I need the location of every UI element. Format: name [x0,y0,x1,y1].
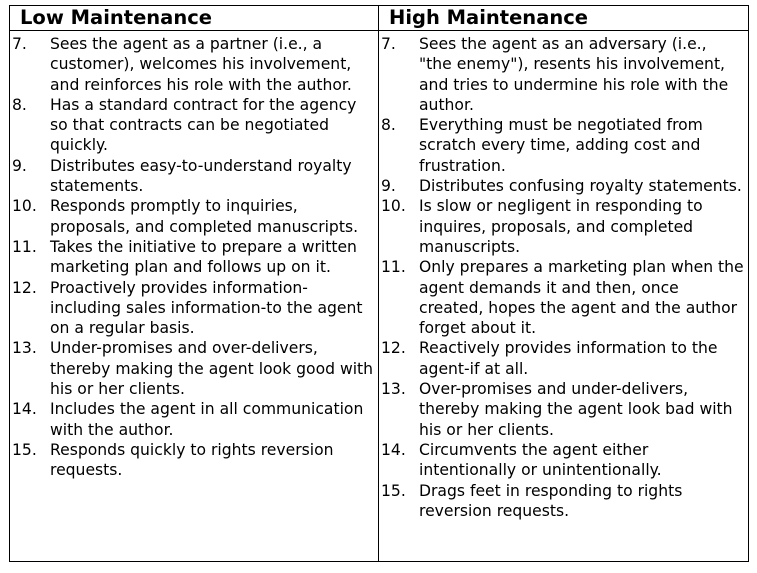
item-number: 13. [12,339,37,358]
item-text: Responds promptly to inquiries, proposals, and completed manuscripts. [50,197,359,236]
list-item [379,115,748,176]
high-maintenance-header: High Maintenance [379,6,749,31]
item-number: 10. [12,197,37,216]
item-number: 7. [381,35,396,53]
item-text: Everything must be negotiated from scratch every time, adding cost and frustration. [419,116,703,175]
list-item [379,379,748,440]
item-number: 12. [12,278,37,297]
item-text: Under-promises and over-delivers, thereby making the agent look good with his or her clients. [50,339,374,399]
item-text: Takes the initiative to prepare a written marketing plan and follows up on it. [50,237,357,277]
list-item [379,257,748,338]
item-number: 7. [12,35,27,53]
item-text: Drags feet in responding to rights reversion requests. [419,481,683,520]
header-row [10,6,749,31]
item-number: 14. [381,440,406,459]
list-item [10,237,378,278]
low-maintenance-header: Low Maintenance [10,6,379,31]
item-text: Circumvents the agent either intentionally or unintentionally. [419,440,662,480]
list-item [379,176,748,196]
low-maintenance-list [10,34,378,481]
item-text: Distributes easy-to-understand royalty statements. [50,156,352,196]
item-number: 15. [12,440,37,459]
list-item [10,399,378,440]
item-number: 11. [381,258,406,277]
item-text: Includes the agent in all communication with the author. [50,400,364,439]
list-item [379,481,748,522]
list-item [10,338,378,399]
item-number: 14. [12,400,37,419]
item-number: 8. [12,95,27,114]
list-item [379,34,748,115]
body-row [10,31,749,562]
item-number: 12. [381,339,406,358]
item-text: Responds quickly to rights reversion requests. [50,440,334,480]
low-maintenance-cell [10,31,379,562]
comparison-table [9,5,749,562]
item-number: 10. [381,197,406,216]
list-item [10,95,378,156]
list-item [379,440,748,481]
item-text: Over-promises and under-delivers, thereby making the agent look bad with his or her clients. [419,380,733,439]
item-text: Distributes confusing royalty statements. [419,177,742,196]
high-maintenance-cell [379,31,749,562]
high-maintenance-list [379,34,748,521]
item-text: Reactively provides information to the agent-if at all. [419,339,718,378]
item-text: Only prepares a marketing plan when the agent demands it and then, once created, hopes the agent and the author forget about it. [419,258,744,338]
list-item [10,278,378,339]
item-number: 15. [381,481,406,500]
list-item [10,34,378,95]
item-number: 9. [381,177,396,196]
item-number: 8. [381,116,396,135]
item-text: Is slow or negligent in responding to inquires, proposals, and completed manuscripts. [419,197,703,256]
list-item [379,196,748,257]
item-text: Proactively provides information-including sales information-to the agent on a regular basis. [50,278,363,338]
item-number: 11. [12,237,37,256]
item-number: 13. [381,380,406,399]
list-item [10,196,378,237]
list-item [10,440,378,481]
item-text: Sees the agent as an adversary (i.e., "the enemy"), resents his involvement, and tries to undermine his role with the author. [419,35,729,114]
item-number: 9. [12,156,27,175]
list-item [10,156,378,197]
list-item [379,338,748,379]
item-text: Sees the agent as a partner (i.e., a customer), welcomes his involvement, and reinforces his role with the author. [50,35,352,94]
item-text: Has a standard contract for the agency so that contracts can be negotiated quickly. [50,95,357,155]
